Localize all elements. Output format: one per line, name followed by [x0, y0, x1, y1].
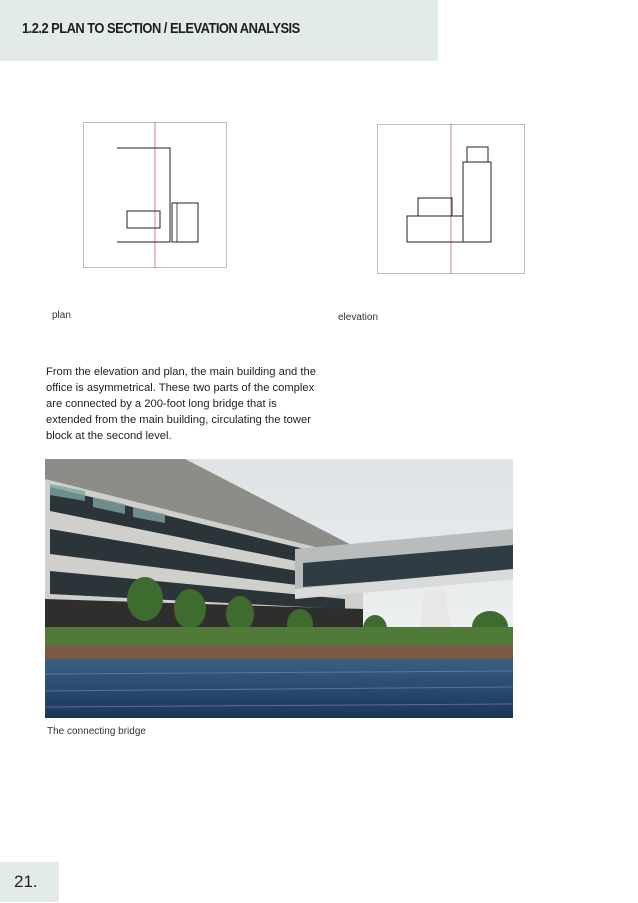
elevation-base-block	[407, 216, 463, 242]
page-number: 21.	[14, 872, 38, 891]
elevation-tower-top	[467, 147, 488, 162]
plan-diagram	[83, 122, 228, 270]
plan-tower-block	[172, 203, 198, 242]
elevation-upper-block	[418, 198, 452, 216]
elevation-caption: elevation	[338, 312, 379, 323]
section-title: 1.2.2 PLAN TO SECTION / ELEVATION ANALYSIS	[22, 20, 300, 37]
body-paragraph: From the elevation and plan, the main building and the office is asymmetrical. These two parts of the complex are connected by a 200-foot long bridge that is extended from the main building, circulating the tower block at the second level.	[46, 366, 316, 442]
plan-caption: plan	[52, 310, 71, 321]
photo-caption: The connecting bridge	[47, 726, 146, 737]
connecting-bridge-photo	[45, 459, 513, 718]
elevation-diagram	[377, 124, 526, 276]
elevation-tower	[463, 162, 491, 242]
